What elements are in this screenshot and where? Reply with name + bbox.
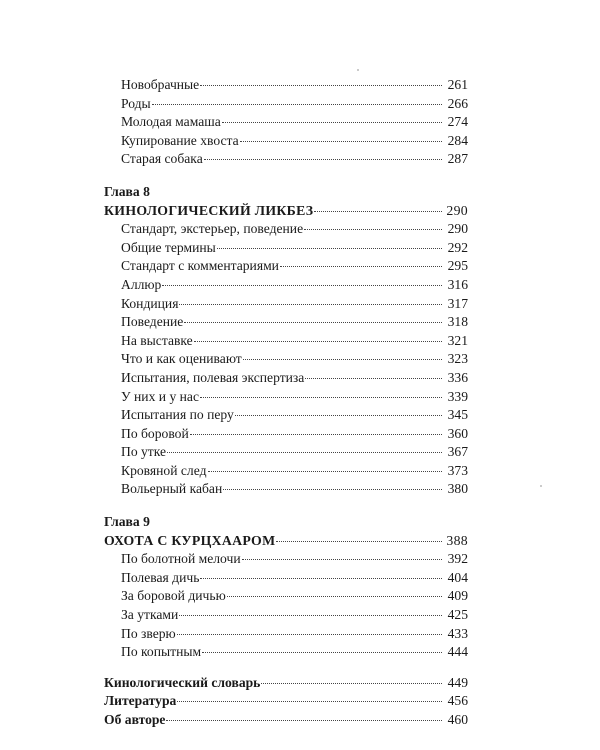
toc-entry [104,313,468,332]
toc-entry [104,350,468,369]
toc-entry [104,587,468,606]
back-matter-title: Кинологический словарь [104,674,261,690]
back-matter-page: 460 [447,712,468,727]
back-matter-title: Литература [104,693,177,709]
chapter-label: Глава 9 [104,514,150,530]
dot-leader [240,141,442,142]
dot-leader [177,634,442,635]
toc-entry [104,95,468,114]
toc-entry-page: 345 [447,407,468,423]
chapter-title-entry [104,532,468,551]
chapter-title-entry [104,202,468,221]
dot-leader [204,159,442,160]
toc-entry [104,239,468,258]
toc-entry-title: По утке [121,444,167,460]
chapter-page: 290 [446,202,468,218]
dot-leader [152,104,442,105]
toc-entry-page: 433 [447,625,468,641]
toc-entry-title: Роды [121,95,151,111]
back-matter-page: 449 [447,674,468,690]
chapter-title: ОХОТА С КУРЦХААРОМ [104,532,276,548]
dot-leader [184,322,442,323]
toc-entry-page: 318 [447,314,468,330]
chapter-page: 388 [446,532,468,548]
toc-entry-title: Что и как оценивают [121,351,242,367]
toc-entry-page: 404 [447,569,468,585]
dot-leader [177,701,442,702]
toc-entry-title: Вольерный кабан [121,481,223,497]
toc-entry-page: 290 [447,221,468,237]
toc-entry-page: 367 [447,444,468,460]
dot-leader [222,122,442,123]
toc-entry [104,425,468,444]
chapter-title: КИНОЛОГИЧЕСКИЙ ЛИКБЕЗ [104,202,314,218]
dot-leader [200,85,442,86]
toc-entry [104,113,468,132]
toc-entry-title: За боровой дичью [121,588,226,604]
toc-entry-title: По зверю [121,625,176,641]
dot-leader [280,266,442,267]
dot-leader [166,720,442,721]
toc-entry-title: За утками [121,607,179,623]
chapter-label: Глава 8 [104,183,150,199]
toc-entry [104,462,468,481]
toc-entry [104,276,468,295]
back-matter-entry [104,711,468,730]
dot-leader [242,559,442,560]
back-matter-entry [104,674,468,693]
toc-entry-page: 392 [447,551,468,567]
toc-entry [104,150,468,169]
toc-entry [104,406,468,425]
paper-speck [540,485,542,487]
toc-entry-page: 380 [447,481,468,497]
toc-entry-page: 261 [447,77,468,92]
dot-leader [276,541,442,542]
toc-entry-page: 321 [447,332,468,348]
dot-leader [179,615,442,616]
dot-leader [162,285,442,286]
toc-entry [104,569,468,588]
toc-entry-title: По боровой [121,425,189,441]
dot-leader [167,452,442,453]
paper-speck [357,69,359,71]
toc-entry-page: 336 [447,369,468,385]
toc-entry-page: 284 [447,132,468,148]
toc-entry-title: По болотной мелочи [121,551,241,567]
toc-entry-title: У них и у нас [121,388,199,404]
dot-leader [179,304,442,305]
dot-leader [227,596,442,597]
toc-entry [104,643,468,662]
dot-leader [261,683,442,684]
dot-leader [200,578,442,579]
toc-entry-page: 316 [447,276,468,292]
dot-leader [194,341,442,342]
dot-leader [304,229,442,230]
toc-entry [104,257,468,276]
toc-entry-title: Стандарт, экстерьер, поведение [121,221,304,237]
toc-entry-page: 360 [447,425,468,441]
back-matter-page: 456 [447,693,468,709]
toc-entry-page: 339 [447,388,468,404]
dot-leader [235,415,442,416]
toc-entry-title: Купирование хвоста [121,132,239,148]
toc-entry [104,443,468,462]
toc-entry [104,369,468,388]
dot-leader [217,248,442,249]
dot-leader [223,489,442,490]
toc-entry-title: Аллюр [121,276,162,292]
toc-entry [104,606,468,625]
toc-entry-title: Общие термины [121,239,216,255]
toc-entry-title: Поведение [121,314,184,330]
toc-entry-page: 444 [447,644,468,660]
toc-entry-title: По копытным [121,644,202,660]
dot-leader [305,378,442,379]
toc-entry [104,625,468,644]
toc-entry-title: Кровяной след [121,462,207,478]
toc-entry-page: 295 [447,258,468,274]
dot-leader [314,211,442,212]
toc-entry-page: 266 [447,95,468,111]
toc-entry-page: 425 [447,607,468,623]
toc-entry-page: 292 [447,239,468,255]
toc-entry-page: 287 [447,151,468,167]
dot-leader [208,471,443,472]
toc-entry-title: Старая собака [121,151,203,167]
toc-entry-title: Стандарт с комментариями [121,258,279,274]
toc-entry [104,295,468,314]
toc-entry-page: 317 [447,295,468,311]
toc-entry-title: Полевая дичь [121,569,200,585]
toc-entry-page: 409 [447,588,468,604]
table-of-contents [104,76,468,730]
toc-entry [104,550,468,569]
dot-leader [200,397,442,398]
toc-entry [104,76,468,95]
toc-entry-page: 274 [447,114,468,130]
toc-entry-title: Испытания по перу [121,407,234,423]
spacer [104,662,468,674]
dot-leader [202,652,442,653]
toc-entry [104,480,468,499]
toc-entry-title: Молодая мамаша [121,114,221,130]
toc-entry [104,220,468,239]
dot-leader [243,359,442,360]
toc-entry [104,132,468,151]
back-matter-title: Об авторе [104,712,166,727]
toc-entry-page: 323 [447,351,468,367]
toc-entry-title: Испытания, полевая экспертиза [121,369,305,385]
dot-leader [190,434,442,435]
back-matter-entry [104,692,468,711]
toc-entry-title: Кондиция [121,295,179,311]
toc-entry [104,388,468,407]
toc-entry-page: 373 [447,462,468,478]
toc-entry-title: Новобрачные [121,77,200,92]
toc-entry [104,332,468,351]
toc-entry-title: На выставке [121,332,193,348]
